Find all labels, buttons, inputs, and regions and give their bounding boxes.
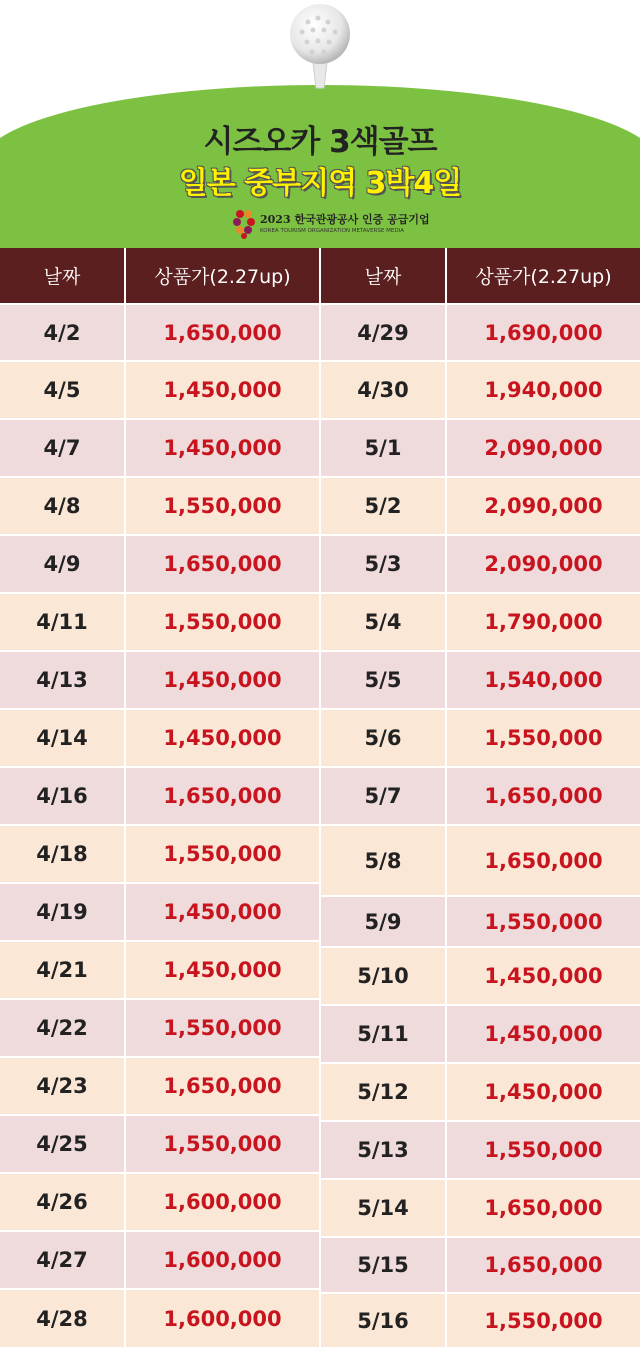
date-cell: 4/11 [36,610,88,634]
date-cell: 5/10 [357,964,409,988]
date-cell: 4/14 [36,726,88,750]
date-cell: 4/16 [36,784,88,808]
date-cell: 5/6 [364,726,402,750]
price-cell: 1,550,000 [484,909,603,934]
table-row [0,478,319,534]
table-row [321,710,640,766]
table-row [0,884,319,940]
price-cell: 2,090,000 [484,494,603,518]
table-row [0,942,319,998]
date-cell: 5/3 [364,552,402,576]
table-row [321,362,640,418]
logo-text-korean: 2023 한국관광공사 인증 공급기업 [260,213,430,226]
price-cell: 1,450,000 [163,958,282,982]
table-row [0,305,319,360]
price-cell: 2,090,000 [484,436,603,460]
date-cell: 5/1 [364,436,402,460]
table-row [0,826,319,882]
price-cell: 1,550,000 [163,1132,282,1156]
date-cell: 5/2 [364,494,402,518]
price-cell: 1,600,000 [163,1306,282,1331]
table-row [0,710,319,766]
price-cell: 1,550,000 [484,726,603,750]
price-cell: 1,540,000 [484,668,603,692]
table-row [321,305,640,360]
date-cell: 4/7 [43,436,81,460]
table-row [0,1000,319,1056]
table-row [321,897,640,946]
table-row [0,1290,319,1347]
certification-logo [232,206,430,242]
date-cell: 4/27 [36,1248,88,1272]
price-cell: 1,450,000 [484,1022,603,1046]
price-cell: 1,650,000 [163,784,282,808]
table-row [321,826,640,895]
table-row [0,652,319,708]
date-cell: 4/13 [36,668,88,692]
price-cell: 1,550,000 [163,1016,282,1040]
price-cell: 2,090,000 [484,552,603,576]
price-cell: 1,550,000 [484,1308,603,1333]
date-cell: 4/18 [36,842,88,866]
price-header: 상품가(2.27up) [126,248,319,303]
price-cell: 1,650,000 [163,1074,282,1098]
golf-ball-icon [280,0,360,90]
date-cell: 5/9 [364,909,402,934]
date-cell: 5/13 [357,1138,409,1162]
price-cell: 1,550,000 [163,842,282,866]
table-row [321,652,640,708]
price-header: 상품가(2.27up) [447,248,640,303]
date-cell: 5/4 [364,610,402,634]
table-row [321,1006,640,1062]
table-row [0,594,319,650]
price-cell: 1,550,000 [163,494,282,518]
price-cell: 1,790,000 [484,610,603,634]
date-cell: 4/30 [357,378,409,402]
date-cell: 5/5 [364,668,402,692]
price-cell: 1,650,000 [484,1253,603,1277]
date-header: 날짜 [0,248,124,303]
table-row [0,420,319,476]
date-cell: 5/8 [364,848,402,873]
date-cell: 5/16 [357,1308,409,1333]
price-cell: 1,650,000 [484,1196,603,1220]
price-cell: 1,450,000 [163,900,282,924]
price-cell: 1,940,000 [484,378,603,402]
table-row [321,768,640,824]
price-cell: 1,450,000 [163,436,282,460]
date-cell: 4/9 [43,552,81,576]
table-row [321,594,640,650]
date-cell: 4/8 [43,494,81,518]
date-cell: 4/5 [43,378,81,402]
price-cell: 1,600,000 [163,1190,282,1214]
table-row [0,768,319,824]
price-cell: 1,450,000 [484,1080,603,1104]
logo-text-english: KOREA TOURISM ORGANIZATION METAVERSE MEDIA [260,228,404,234]
price-cell: 1,450,000 [163,378,282,402]
kto-logo-icon [232,208,256,240]
date-cell: 4/23 [36,1074,88,1098]
date-cell: 5/15 [357,1253,409,1277]
date-cell: 4/28 [36,1306,88,1331]
date-header: 날짜 [321,248,445,303]
table-row [321,948,640,1004]
table-row [0,362,319,418]
table-row [0,1232,319,1288]
date-cell: 4/19 [36,900,88,924]
price-cell: 1,550,000 [484,1138,603,1162]
table-row [321,1238,640,1292]
page-subtitle: 일본 중부지역 3박4일 [178,166,462,201]
price-cell: 1,450,000 [484,964,603,988]
table-row [321,1122,640,1178]
price-cell: 1,650,000 [484,784,603,808]
price-cell: 1,450,000 [163,668,282,692]
table-row [0,1174,319,1230]
price-cell: 1,550,000 [163,610,282,634]
price-cell: 1,650,000 [163,320,282,345]
table-row [0,1058,319,1114]
price-table [0,248,640,1349]
date-cell: 5/7 [364,784,402,808]
date-cell: 4/21 [36,958,88,982]
price-cell: 1,600,000 [163,1248,282,1272]
table-row [321,1064,640,1120]
date-cell: 5/12 [357,1080,409,1104]
price-cell: 1,450,000 [163,726,282,750]
header-banner [0,0,640,248]
date-cell: 4/2 [43,320,81,345]
date-cell: 4/25 [36,1132,88,1156]
table-row [321,536,640,592]
table-row [0,536,319,592]
table-row [321,1180,640,1236]
date-cell: 4/22 [36,1016,88,1040]
table-row [0,1116,319,1172]
table-row [321,478,640,534]
table-row [321,1294,640,1347]
table-row [321,420,640,476]
date-cell: 4/26 [36,1190,88,1214]
price-cell: 1,690,000 [484,320,603,345]
price-cell: 1,650,000 [484,848,603,873]
page-title: 시즈오카 3색골프 [203,124,437,160]
price-cell: 1,650,000 [163,552,282,576]
date-cell: 5/11 [357,1022,409,1046]
date-cell: 4/29 [357,320,409,345]
date-cell: 5/14 [357,1196,409,1220]
